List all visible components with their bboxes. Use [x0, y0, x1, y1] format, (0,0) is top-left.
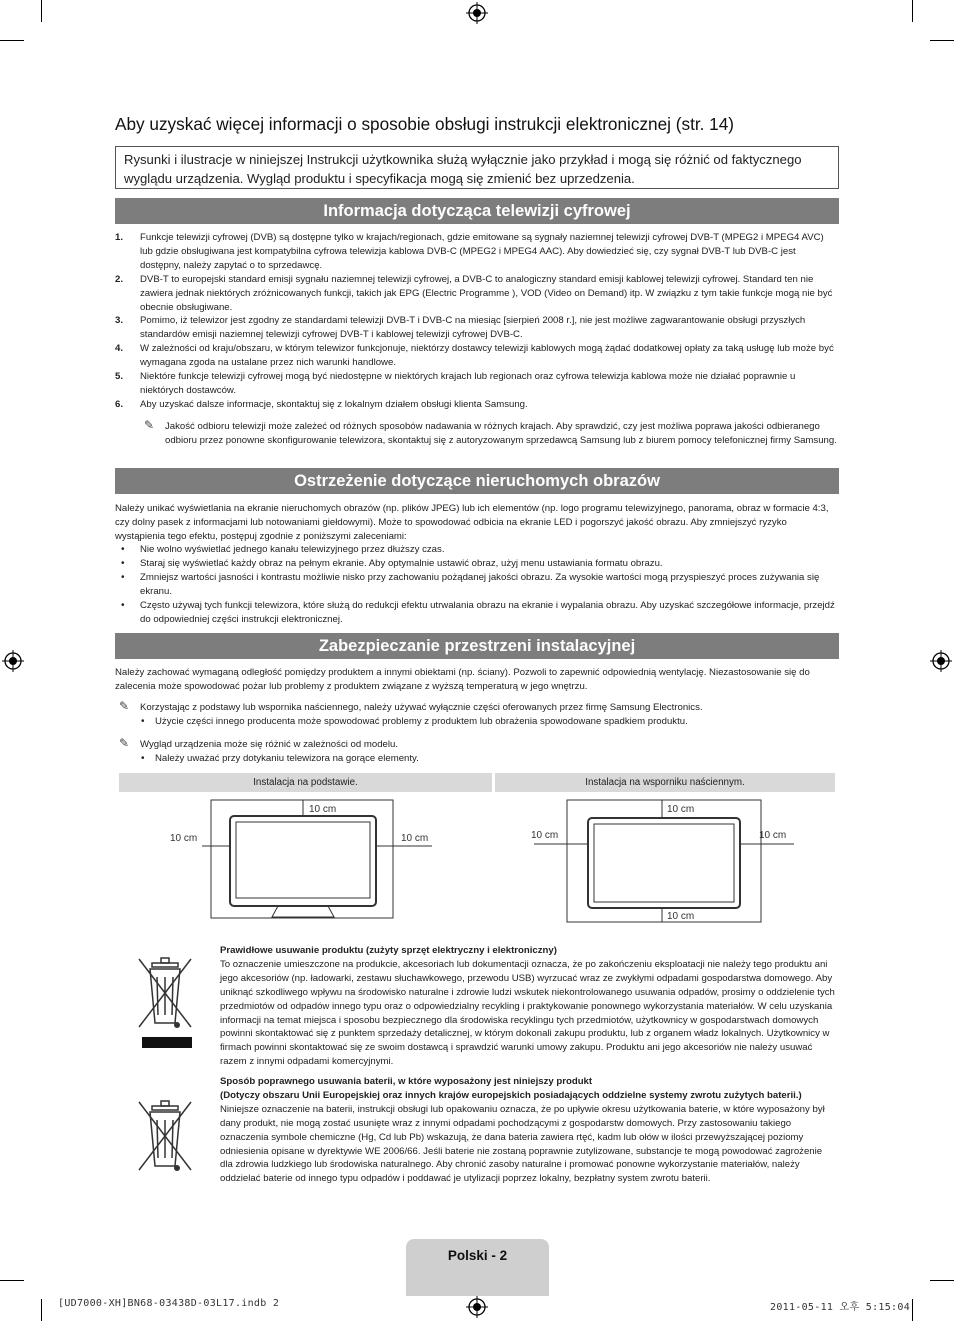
note-pencil-icon: ✎ [144, 418, 155, 432]
list-item: • Nie wolno wyświetlać jednego kanału telewizyjnego przez dłuższy czas. [115, 543, 839, 557]
crop-mark [0, 40, 24, 41]
installation-intro: Należy zachować wymaganą odległość pomiędzy produktem a innymi obiektami (np. ściany). Pozwoli to zapewnić odpowiednią wentylację. Niezastosowanie się do zalecenia może spowodować pożar lub problemy z produktem związane z wyższą temperaturą w jego wnętrzu. [115, 667, 810, 692]
crossed-bin-icon [135, 955, 197, 1050]
stand-installation-diagram [160, 796, 460, 926]
section-title-installation-space: Zabezpieczanie przestrzeni instalacyjnej [115, 633, 839, 659]
crop-mark [41, 0, 42, 22]
section-title-digital: Informacja dotycząca telewizji cyfrowej [115, 198, 839, 224]
registration-mark-icon [466, 2, 488, 24]
crop-mark [930, 40, 954, 41]
crop-mark [912, 0, 913, 22]
note-pencil-icon: ✎ [119, 736, 130, 750]
list-item: 4. W zależności od kraju/obszaru, w którym telewizor funkcjonuje, niektórzy dostawcy telewizji kablowych mogą żądać dodatkowej opłaty za taką usługę lub może być wymagana zgoda na ustalane przez nich warunki handlowe. [115, 343, 834, 369]
crop-mark [930, 1280, 954, 1281]
crop-mark [0, 1280, 24, 1281]
list-item: • Staraj się wyświetlać każdy obraz na pełnym ekranie. Aby optymalnie ustawić obraz, użyj menu ustawiania formatu obrazu. [115, 557, 839, 571]
distance-label: 10 cm [667, 911, 695, 922]
list-item: • Zmniejsz wartości jasności i kontrastu możliwie nisko przy zachowaniu pożądanej jakości obrazu. Za wysokie wartości mogą przyspieszyć proces zużywania się ekranu. [115, 571, 839, 599]
battery-crossed-bin-icon [135, 1098, 197, 1173]
list-item: 5. Niektóre funkcje telewizji cyfrowej mogą być niedostępne w niektórych krajach lub regionach oraz cyfrowa telewizja kablowa może nie działać poprawnie u niektórych dostawców. [115, 371, 796, 396]
list-item: 6. Aby uzyskać dalsze informacje, skontaktuj się z lokalnym działem obsługi klienta Samsung. [115, 398, 528, 410]
list-item: 3. Pomimo, iż telewizor jest zgodny ze standardami telewizji DVB-T i DVB-C na miesiąc [sierpień 2008 r.], nie jest możliwe zagwarantowanie obsługi przyszłych standardów emisji naziemnej telewizji cyfrowej DVB-T i kablowej telewizji cyfrowej DVB-C. [115, 315, 806, 341]
installation-note-2: ✎ Wygląd urządzenia może się różnić w zależności od modelu. • Należy uważać przy dotykaniu telewizora na gorące elementy. [115, 738, 839, 766]
crop-mark [41, 1299, 42, 1321]
print-file-info: [UD7000-XH]BN68-03438D-03L17.indb 2 [58, 1298, 280, 1309]
list-item: 2. DVB-T to europejski standard emisji sygnału naziemnej telewizji cyfrowej, a DVB-C to analogiczny standard emisji kablowej telewizji cyfrowej. Standard ten nie zawiera jednak niektórych zróżnicowanych funkcji, takich jak EPG (Electric Programme ), VOD (Video on Demand) itp. W związku z tym takie funkcje mogą nie być obecnie obsługiwane. [115, 273, 833, 313]
note-pencil-icon: ✎ [119, 699, 130, 713]
list-item: 1. Funkcje telewizji cyfrowej (DVB) są dostępne tylko w krajach/regionach, gdzie emitowane są sygnały naziemnej telewizji cyfrowej DVB-T (MPEG2 i MPEG4 AVC) lub gdzie obsługiwana jest kompatybilna cyfrowa telewizja kablowa DVB-C (MPEG2 i MPEG4 AAC). Aby dowiedzieć się, czy sygnał DVB-T lub DVB-C jest dostępny, należy zapytać o to sprzedawcę. [115, 232, 824, 271]
distance-label: 10 cm [531, 830, 559, 841]
page-title: Aby uzyskać więcej informacji o sposobie obsługi instrukcji elektronicznej (str. 14) [115, 114, 735, 134]
distance-label: 10 cm [170, 833, 198, 844]
distance-label: 10 cm [309, 804, 337, 815]
wall-installation-label: Instalacja na wsporniku naściennym. [495, 773, 835, 792]
registration-mark-icon [930, 650, 952, 672]
stand-installation-label: Instalacja na podstawie. [119, 773, 492, 792]
weee-disposal-block: Prawidłowe usuwanie produktu (zużyty sprzęt elektryczny i elektroniczny) To oznaczenie umieszczone na produkcie, akcesoriach lub dokumentacji oznacza, że po zakończeniu eksploatacji nie należy tego produktu ani jego akcesoriów (np. ładowarki, zestawu słuchawkowego, przewodu USB) wyrzucać wraz ze zwykłymi odpadami gospodarstwa domowego. Aby uniknąć szkodliwego wpływu na środowisko naturalne i zdrowie ludzi wskutek niekontrolowanego usuwania odpadów, prosimy o oddzielenie tych przedmiotów od odpadów innego typu oraz o odpowiedzialny recykling i praktykowanie ponownego wykorzystania materiałów. W celu uzyskania informacji na temat miejsca i sposobu bezpiecznego dla środowiska recyklingu tych przedmiotów, użytkownicy w gospodarstwach domowych powinni skontaktować się z punktem sprzedaży detalicznej, w którym dokonali zakupu produktu, lub z organem władz lokalnych. Użytkownicy w firmach powinni skontaktować się ze swoim dostawcą i sprawdzić warunki umowy zakupu. Produktu ani jego akcesoriów nie należy usuwać razem z innymi odpadami komercyjnymi. [220, 945, 835, 1068]
battery-disposal-block: Sposób poprawnego usuwania baterii, w które wyposażony jest niniejszy produkt (Dotyczy obszaru Unii Europejskiej oraz innych krajów europejskich posiadających oddzielne systemy zwrotu zużytych baterii.) Niniejsze oznaczenie na baterii, instrukcji obsługi lub opakowaniu oznacza, że po upływie okresu użytkowania baterie, w które wyposażony był dany produkt, nie mogą zostać usunięte wraz z innymi odpadami pochodzącymi z gospodarstw domowych. Przy zastosowaniu takiego oznaczenia symbole chemiczne (Hg, Cd lub Pb) wskazują, że dana bateria zawiera rtęć, kadm lub ołów w ilości przewyższającej poziomy odniesienia opisane w dyrektywie WE 2006/66. Jeśli baterie nie zostaną poprawnie zutylizowane, substancje te mogą powodować zagrożenie dla zdrowia ludzkiego lub środowiska naturalnego. Aby chronić zasoby naturalne i promować ponowne wykorzystanie materiałów, należy oddzielać baterie od innego typu odpadów i poddawać je utylizacji poprzez lokalny, bezpłatny system zwrotu baterii. [220, 1076, 825, 1185]
distance-label: 10 cm [401, 833, 429, 844]
print-date-info: 2011-05-11 오후 5:15:04 [770, 1302, 911, 1313]
installation-note-1: ✎ Korzystając z podstawy lub wspornika naściennego, należy używać wyłącznie części oferowanych przez firmę Samsung Electronics. • Użycie części innego producenta może spowodować problemy z produktem lub obrażenia spowodowane spadkiem produktu. [115, 701, 839, 729]
notice-box: Rysunki i ilustracje w niniejszej Instrukcji użytkownika służą wyłącznie jako przykład i mogą się różnić od faktycznego wyglądu urządzenia. Wygląd produktu i specyfikacja mogą się zmienić bez uprzedzenia. [115, 146, 839, 189]
wall-installation-diagram [530, 796, 800, 926]
distance-label: 10 cm [667, 804, 695, 815]
digital-tv-list [115, 231, 839, 412]
registration-mark-icon [2, 650, 24, 672]
distance-label: 10 cm [759, 830, 787, 841]
list-item: • Często używaj tych funkcji telewizora, które służą do redukcji efektu utrwalania obrazu na ekranie i wypalania obrazu. Aby uzyskać szczegółowe informacje, przejdź do odpowiedniej części instrukcji elektronicznej. [115, 599, 839, 627]
section-title-still-images: Ostrzeżenie dotyczące nieruchomych obrazów [115, 468, 839, 494]
crop-mark [912, 1299, 913, 1321]
still-images-intro: Należy unikać wyświetlania na ekranie nieruchomych obrazów (np. plików JPEG) lub ich elementów (np. logo programu telewizyjnego, panorama, obraz w formacie 4:3, czy dolny pasek z informacjami lub notowaniami giełdowymi). Może to spowodować odbicia na ekranie LED i pogorszyć jakość obrazu. Aby zmniejszyć ryzyko wystąpienia tego efektu, postępuj zgodnie z poniższymi zaleceniami: [115, 503, 829, 542]
page-number-tab: Polski - 2 [406, 1239, 549, 1296]
still-images-bullets [115, 543, 839, 626]
registration-mark-icon [466, 1296, 488, 1318]
digital-note: ✎ Jakość odbioru telewizji może zależeć od różnych sposobów nadawania w różnych krajach. Aby sprawdzić, czy jest możliwa poprawa jakości odbieranego odbioru przez ponowne skonfigurowanie telewizora, skontaktuj się z autoryzowanym sprzedawcą Samsung lub z biurem pomocy telefonicznej firmy Samsung. [144, 418, 837, 446]
